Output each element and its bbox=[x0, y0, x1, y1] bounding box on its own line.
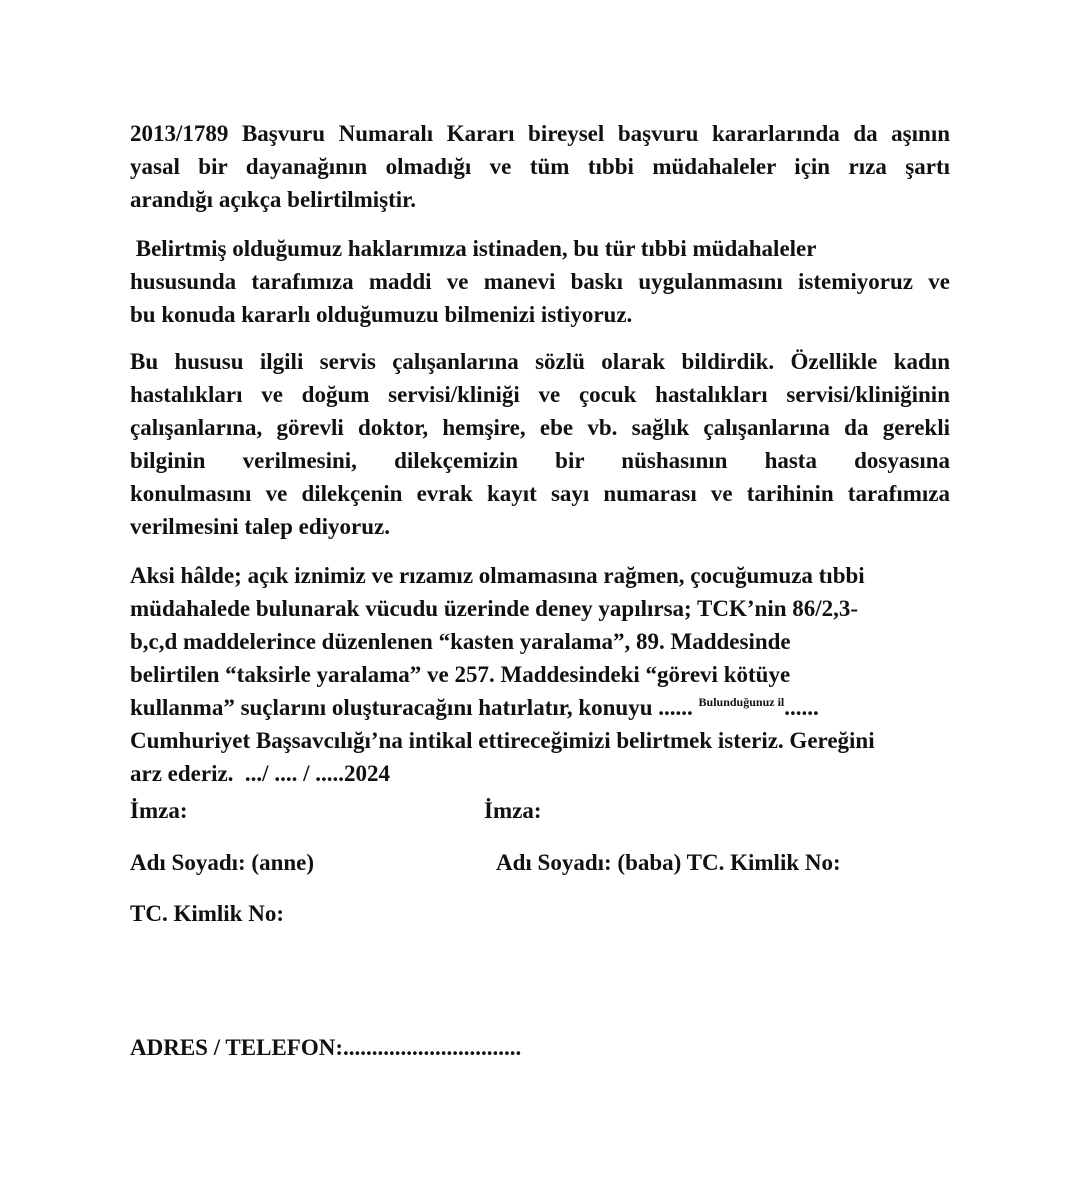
paragraph-line: Belirtmiş olduğumuz haklarımıza istinaden, bu tür tıbbi müdahaleler bbox=[130, 236, 817, 261]
paragraph-line: Bu hususu ilgili servis çalışanlarına sözlü olarak bildirdik. Özellikle kadın bbox=[130, 349, 950, 374]
paragraph-line: bilginin verilmesini, dilekçemizin bir nüshasının hasta dosyasına bbox=[130, 448, 950, 473]
paragraph-rights bbox=[130, 232, 950, 331]
paragraph-line: konulmasını ve dilekçenin evrak kayıt sayı numarası ve tarihinin tarafımıza bbox=[130, 481, 950, 506]
address-phone-label: ADRES / TELEFON:............................... bbox=[130, 1035, 522, 1060]
paragraph-warning bbox=[130, 559, 950, 790]
line-text: ...... bbox=[784, 695, 819, 720]
father-name-label: Adı Soyadı: (baba) TC. Kimlik No: bbox=[496, 850, 841, 875]
father-signature-label: İmza: bbox=[484, 798, 542, 823]
paragraph-line: yasal bir dayanağının olmadığı ve tüm tıbbi müdahaleler için rıza şartı bbox=[130, 154, 950, 179]
province-note: Bulunduğunuz il bbox=[698, 695, 785, 709]
paragraph-line: hususunda tarafımıza maddi ve manevi baskı uygulanmasını istemiyoruz ve bbox=[130, 269, 950, 294]
paragraph-notification bbox=[130, 345, 950, 543]
paragraph-line-with-note bbox=[130, 691, 950, 724]
paragraph-line: çalışanlarına, görevli doktor, hemşire, ebe vb. sağlık çalışanlarına da gerekli bbox=[130, 415, 950, 440]
mother-name-label: Adı Soyadı: (anne) bbox=[130, 850, 315, 875]
line-text: kullanma” suçlarını oluşturacağını hatırlatır, konuyu ...... bbox=[130, 695, 699, 720]
paragraph-line: 2013/1789 Başvuru Numaralı Kararı bireysel başvuru kararlarında da aşının bbox=[130, 121, 950, 146]
mother-signature-label: İmza: bbox=[130, 798, 188, 823]
paragraph-line: b,c,d maddelerince düzenlenen “kasten yaralama”, 89. Maddesinde bbox=[130, 629, 791, 654]
mother-id-label: TC. Kimlik No: bbox=[130, 901, 284, 926]
paragraph-line: bu konuda kararlı olduğumuzu bilmenizi istiyoruz. bbox=[130, 302, 633, 327]
paragraph-line: verilmesini talep ediyoruz. bbox=[130, 514, 390, 539]
paragraph-line: Aksi hâlde; açık iznimiz ve rızamız olmamasına rağmen, çocuğumuza tıbbi bbox=[130, 563, 865, 588]
paragraph-line: Cumhuriyet Başsavcılığı’na intikal ettireceğimizi belirtmek isteriz. Gereğini bbox=[130, 728, 875, 753]
date-line: arz ederiz. .../ .... / .....2024 bbox=[130, 761, 390, 786]
paragraph-line: hastalıkları ve doğum servisi/kliniği ve çocuk hastalıkları servisi/kliniğinin bbox=[130, 382, 950, 407]
paragraph-legal-basis bbox=[130, 117, 950, 216]
paragraph-line: belirtilen “taksirle yaralama” ve 257. Maddesindeki “görevi kötüye bbox=[130, 662, 791, 687]
paragraph-line: arandığı açıkça belirtilmiştir. bbox=[130, 187, 416, 212]
paragraph-line: müdahalede bulunarak vücudu üzerinde deney yapılırsa; TCK’nin 86/2,3- bbox=[130, 596, 859, 621]
